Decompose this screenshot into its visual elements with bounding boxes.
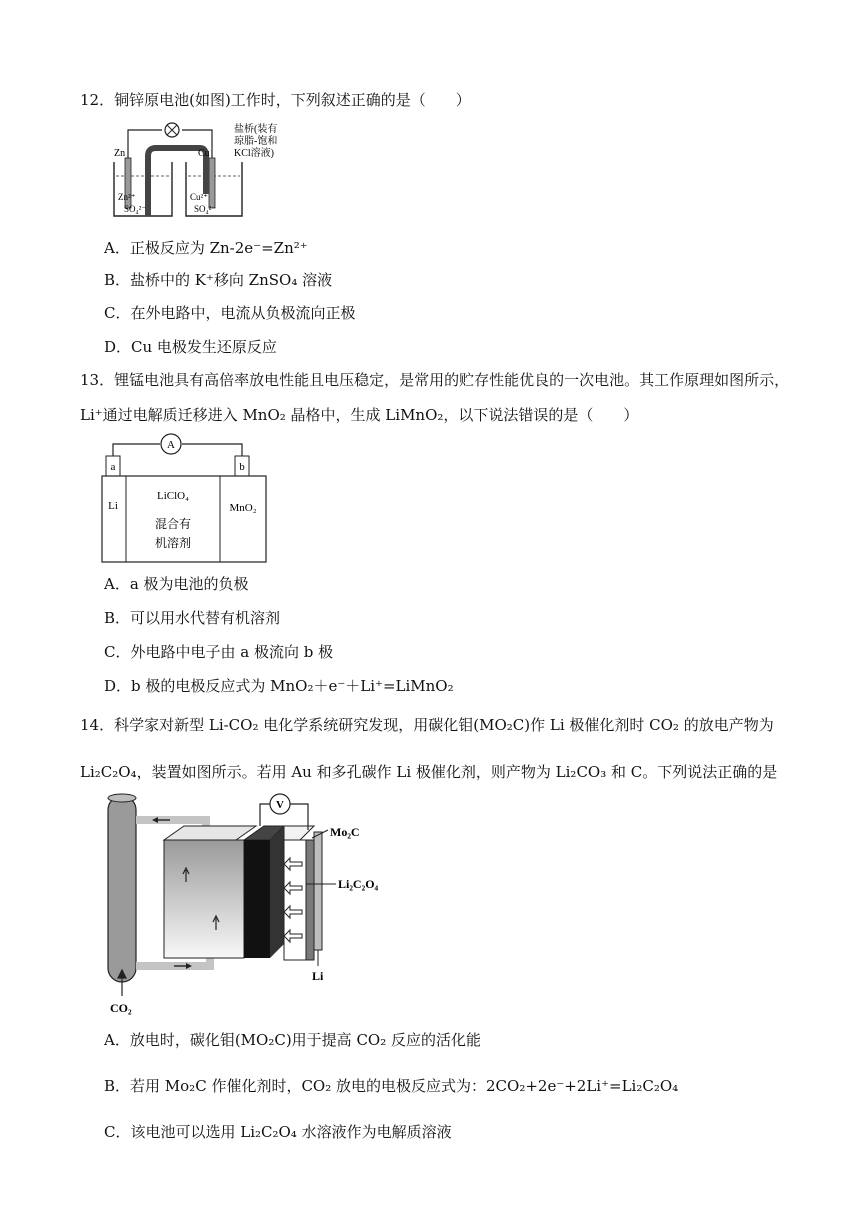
q12-option-d: D．Cu 电极发生还原反应 xyxy=(104,338,277,356)
q13-figure xyxy=(100,432,270,564)
li-electrode-label: Li xyxy=(108,500,118,512)
q12-option-a: A．正极反应为 Zn-2e⁻=Zn²⁺ xyxy=(104,239,308,257)
q14-stem-1: 14．科学家对新型 Li-CO₂ 电化学系统研究发现，用碳化钼(MO₂C)作 Li 极催化剂时 CO₂ 的放电产物为 xyxy=(80,716,774,734)
voltmeter-label: V xyxy=(276,799,284,811)
li-label: Li xyxy=(312,969,324,983)
right-ion-2: SO₄²⁻ xyxy=(194,204,217,214)
q14-figure xyxy=(100,790,400,1018)
q13-stem-2: Li⁺通过电解质迁移进入 MnO₂ 晶格中，生成 LiMnO₂，以下说法错误的是（ ） xyxy=(80,406,639,424)
left-ion-1: Zn²⁺ xyxy=(118,192,136,202)
li-layer xyxy=(314,832,322,950)
solvent-label-1: 混合有 xyxy=(154,517,192,531)
cu-electrode xyxy=(209,158,215,208)
bridge-note-1: 盐桥(装有 xyxy=(234,124,278,135)
zn-label: Zn xyxy=(114,148,126,159)
ammeter-label: A xyxy=(167,439,175,451)
q14-option-a: A．放电时，碳化钼(MO₂C)用于提高 CO₂ 反应的活化能 xyxy=(104,1031,482,1049)
ammeter-icon xyxy=(161,434,181,454)
bridge-note-2: 琼脂-饱和 xyxy=(234,136,278,147)
solvent-label-2: 机溶剂 xyxy=(154,536,192,550)
right-ion-1: Cu²⁺ xyxy=(190,192,208,202)
cathode-layer xyxy=(244,840,270,958)
q13-option-b: B．可以用水代替有机溶剂 xyxy=(104,609,281,627)
electrolyte-label: LiClO₄ xyxy=(157,490,189,502)
q13-option-c: C．外电路中电子由 a 极流向 b 极 xyxy=(104,643,334,661)
q12-option-b: B．盐桥中的 K⁺移向 ZnSO₄ 溶液 xyxy=(104,271,333,289)
q14-option-b: B．若用 Mo₂C 作催化剂时，CO₂ 放电的电极反应式为：2CO₂+2e⁻+2Li⁺=Li₂C₂O₄ xyxy=(104,1077,679,1095)
mo2c-layer xyxy=(306,840,314,960)
q14-stem-2: Li₂C₂O₄，装置如图所示。若用 Au 和多孔碳作 Li 极催化剂，则产物为 Li₂CO₃ 和 C。下列说法正确的是 xyxy=(80,763,778,781)
terminal-a: a xyxy=(110,461,116,473)
electrolyte-layer xyxy=(284,840,306,960)
terminal-b: b xyxy=(239,461,245,473)
gas-chamber xyxy=(164,840,244,958)
bridge-note-3: KCl溶液) xyxy=(234,148,274,159)
left-ion-2: SO₄²⁻ xyxy=(124,204,147,214)
q13-option-a: A．a 极为电池的负极 xyxy=(104,575,249,593)
co2-label: CO₂ xyxy=(110,1001,132,1015)
mo2c-label: Mo₂C xyxy=(330,825,360,839)
co2-pipe xyxy=(108,796,136,982)
q13-option-d: D．b 极的电极反应式为 MnO₂＋e⁻＋Li⁺=LiMnO₂ xyxy=(104,677,454,695)
product-label: Li₂C₂O₄ xyxy=(338,877,379,891)
mno2-electrode-label: MnO₂ xyxy=(229,502,257,514)
q14-option-c: C．该电池可以选用 Li₂C₂O₄ 水溶液作为电解质溶液 xyxy=(104,1123,452,1141)
cu-label: Cu xyxy=(198,148,210,159)
q12-option-c: C．在外电路中，电流从负极流向正极 xyxy=(104,304,356,322)
q13-stem-1: 13．锂锰电池具有高倍率放电性能且电压稳定，是常用的贮存性能优良的一次电池。其工作原理如图所示， xyxy=(80,371,790,389)
q12-figure xyxy=(110,118,310,222)
voltmeter-icon xyxy=(270,794,290,814)
bulb-icon xyxy=(165,123,179,137)
q12-stem: 12．铜锌原电池(如图)工作时，下列叙述正确的是（ ） xyxy=(80,91,471,109)
